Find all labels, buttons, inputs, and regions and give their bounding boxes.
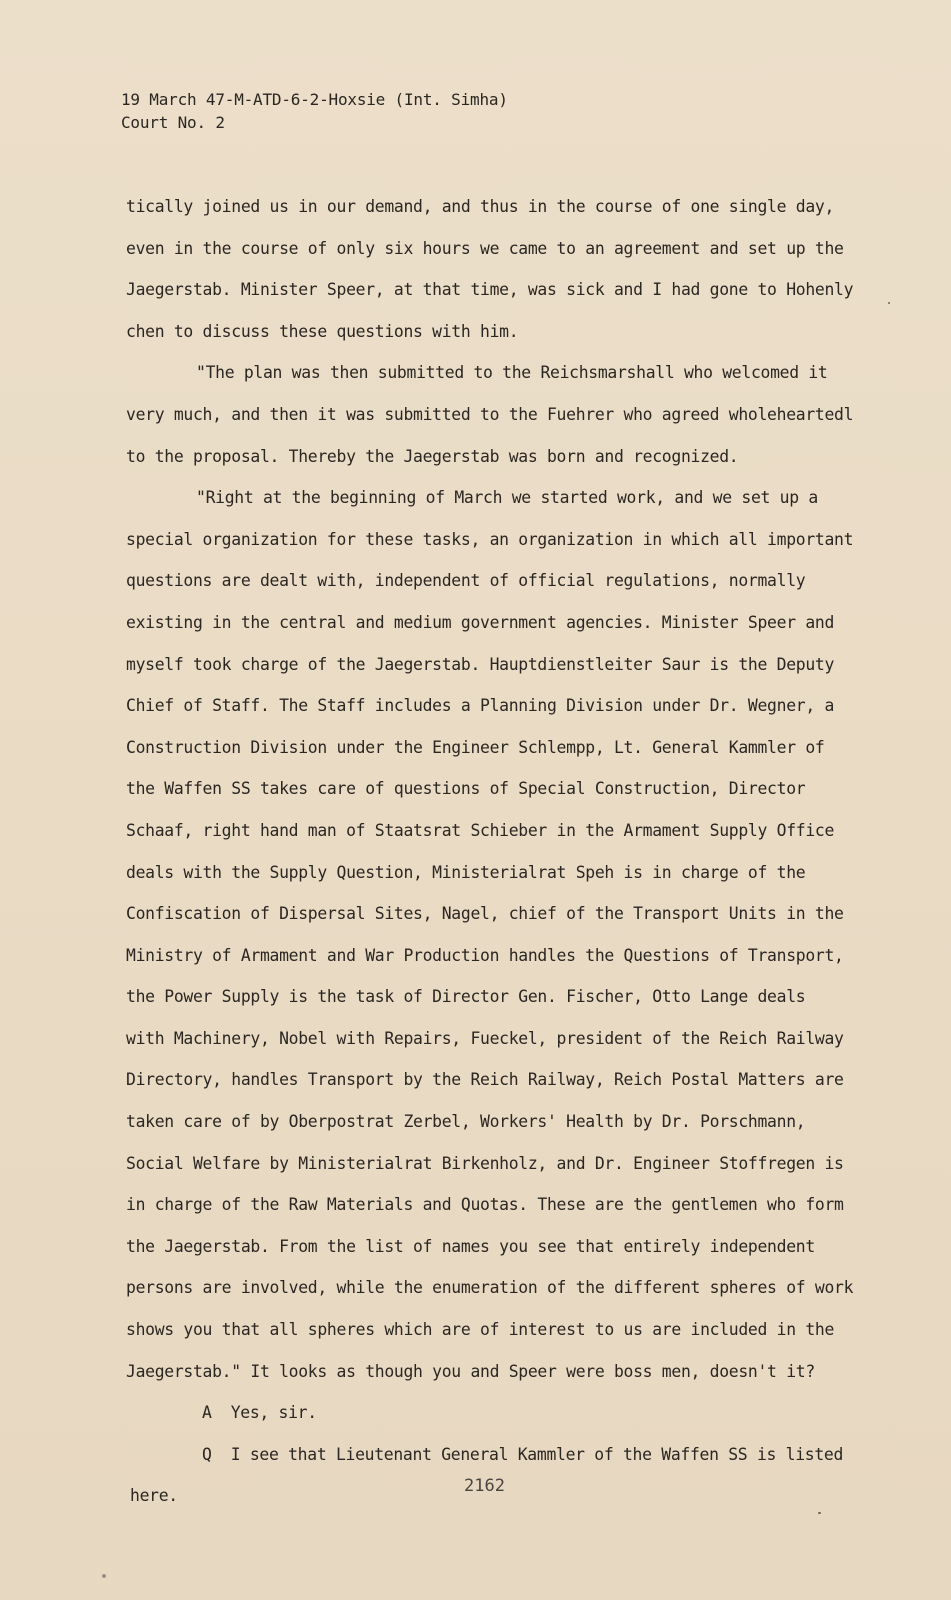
text-line: shows you that all spheres which are of interest to us are included in the (126, 1320, 835, 1340)
text-line: Jaegerstab. Minister Speer, at that time, was sick and I had gone to Hohenly (126, 280, 854, 300)
text-line: "The plan was then submitted to the Reichsmarshall who welcomed it (196, 363, 828, 383)
text-line: very much, and then it was submitted to the Fuehrer who agreed wholeheartedl (126, 404, 854, 424)
text-line: Social Welfare by Ministerialrat Birkenholz, and Dr. Engineer Stoffregen is (126, 1153, 844, 1173)
page-number: 2162 (464, 1476, 505, 1496)
paper-speck (888, 302, 890, 304)
text-line: with Machinery, Nobel with Repairs, Fueckel, president of the Reich Railway (126, 1028, 844, 1048)
text-line: "Right at the beginning of March we started work, and we set up a (196, 488, 818, 508)
paper-speck (818, 1512, 821, 1514)
text-line: Schaaf, right hand man of Staatsrat Schieber in the Armament Supply Office (126, 820, 835, 840)
text-line: taken care of by Oberpostrat Zerbel, Workers' Health by Dr. Porschmann, (126, 1112, 806, 1132)
text-line: Jaegerstab." It looks as though you and Speer were boss men, doesn't it? (126, 1361, 815, 1381)
text-line: Construction Division under the Engineer Schlempp, Lt. General Kammler of (126, 737, 825, 757)
question-line: Q I see that Lieutenant General Kammler of the Waffen SS is listed (202, 1444, 844, 1464)
text-line: to the proposal. Thereby the Jaegerstab was born and recognized. (126, 446, 739, 466)
text-line: the Power Supply is the task of Director Gen. Fischer, Otto Lange deals (126, 987, 806, 1007)
text-line: Ministry of Armament and War Production handles the Questions of Transport, (126, 945, 844, 965)
header-court-line: Court No. 2 (121, 113, 225, 132)
text-line: tically joined us in our demand, and thus in the course of one single day, (126, 197, 835, 216)
text-line: myself took charge of the Jaegerstab. Hauptdienstleiter Saur is the Deputy (126, 654, 835, 674)
text-line: in charge of the Raw Materials and Quotas. These are the gentlemen who form (126, 1195, 844, 1215)
text-line: questions are dealt with, independent of official regulations, normally (126, 571, 806, 591)
text-line: special organization for these tasks, an organization in which all important (126, 529, 854, 549)
text-line: even in the course of only six hours we came to an agreement and set up the (126, 238, 844, 258)
text-line: chen to discuss these questions with him. (126, 321, 519, 341)
document-header (121, 88, 508, 134)
text-line: existing in the central and medium government agencies. Minister Speer and (126, 612, 835, 632)
text-line: the Waffen SS takes care of questions of Special Construction, Director (126, 779, 806, 799)
text-line: Directory, handles Transport by the Reich Railway, Reich Postal Matters are (126, 1070, 844, 1090)
transcript-body (126, 186, 911, 1475)
text-line: the Jaegerstab. From the list of names you see that entirely independent (126, 1236, 815, 1256)
paper-speck (102, 1574, 106, 1578)
answer-line: A Yes, sir. (202, 1403, 317, 1423)
header-caption-line: 19 March 47-M-ATD-6-2-Hoxsie (Int. Simha) (121, 90, 508, 109)
text-line: Chief of Staff. The Staff includes a Planning Division under Dr. Wegner, a (126, 696, 835, 716)
text-line: deals with the Supply Question, Ministerialrat Speh is in charge of the (126, 862, 806, 882)
text-line: persons are involved, while the enumeration of the different spheres of work (126, 1278, 854, 1298)
text-line: Confiscation of Dispersal Sites, Nagel, chief of the Transport Units in the (126, 904, 844, 924)
text-line-last: here. (130, 1486, 178, 1505)
